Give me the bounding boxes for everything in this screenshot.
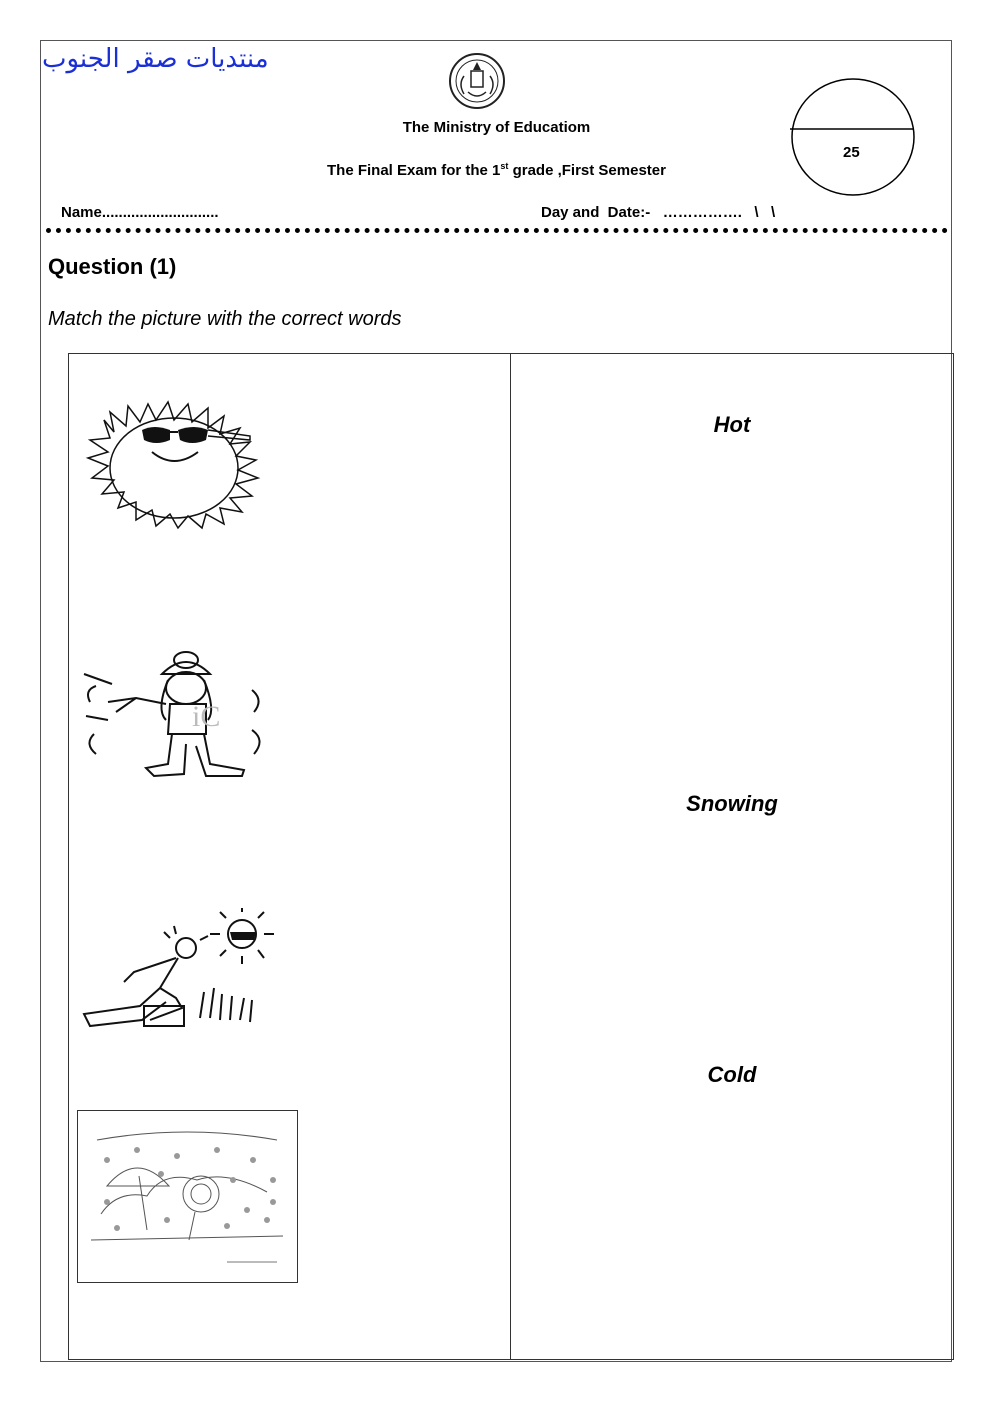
ministry-title: The Ministry of Educatiom <box>402 119 591 136</box>
forum-watermark: منتديات صقر الجنوب <box>42 44 269 74</box>
word-option: Snowing <box>686 791 778 816</box>
shivering-person-icon <box>76 650 276 782</box>
jordan-emblem-icon <box>446 48 508 114</box>
exam-title-sup: st <box>500 161 509 171</box>
sun-with-sunglasses-icon <box>74 400 289 530</box>
word-option: Hot <box>713 412 751 437</box>
word-option: Cold <box>707 1062 757 1087</box>
svg-text:iC: iC <box>192 700 221 733</box>
exam-title-text: The Final Exam for the 1 <box>327 162 501 179</box>
dotted-divider <box>46 228 948 233</box>
name-field-label: Name............................ <box>61 204 219 221</box>
sweating-person-in-sun-icon <box>80 908 290 1032</box>
question-instruction: Match the picture with the correct words <box>48 308 402 330</box>
date-field-label: Day and Date:- ……………. \ \ <box>541 204 776 221</box>
exam-title-rest: grade ,First Semester <box>508 162 666 179</box>
rain-umbrella-flower-icon <box>77 1110 298 1283</box>
score-total: 25 <box>843 144 860 161</box>
question-heading: Question (1) <box>48 254 177 279</box>
table-column-divider <box>510 353 511 1360</box>
score-circle <box>790 76 920 196</box>
